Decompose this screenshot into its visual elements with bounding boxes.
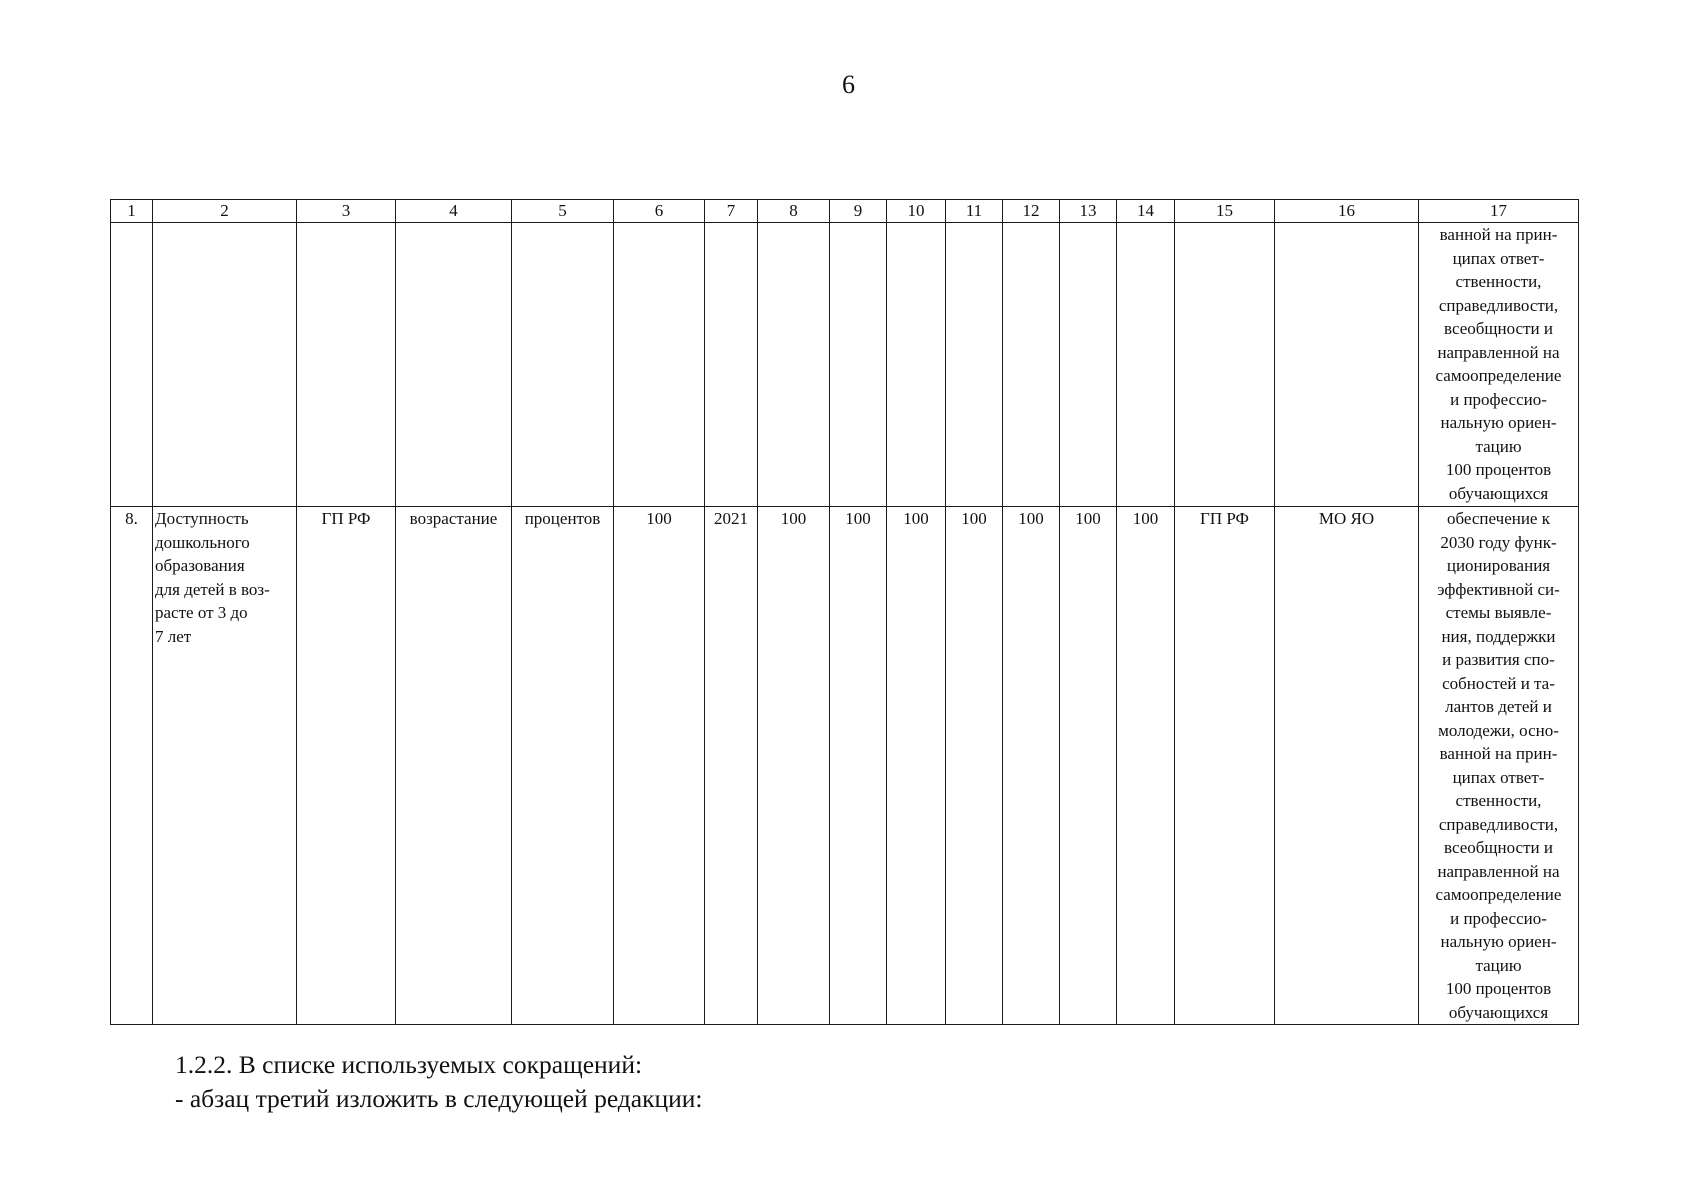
value-cell: 100 [946, 507, 1003, 1025]
value-cell: 100 [758, 507, 830, 1025]
table-cell [1060, 223, 1117, 507]
table-cell [153, 223, 297, 507]
table-cell [758, 223, 830, 507]
row-number-cell: 8. [111, 507, 153, 1025]
table-cell [1003, 223, 1060, 507]
value-cell: 100 [830, 507, 887, 1025]
header-cell: 16 [1275, 200, 1419, 223]
header-cell: 2 [153, 200, 297, 223]
table-cell [887, 223, 946, 507]
table-row-8 [111, 507, 1579, 1025]
header-cell: 14 [1117, 200, 1175, 223]
value-cell: 100 [1117, 507, 1175, 1025]
table-cell [614, 223, 705, 507]
value-cell: 100 [1060, 507, 1117, 1025]
indicator-name-cell: Доступность дошкольного образования для детей в воз- расте от 3 до 7 лет [153, 507, 297, 1025]
source-cell: ГП РФ [297, 507, 396, 1025]
table-cell [297, 223, 396, 507]
table-cell [830, 223, 887, 507]
header-cell: 5 [512, 200, 614, 223]
trend-cell: возрастание [396, 507, 512, 1025]
footer-text [175, 1048, 703, 1116]
page-number: 6 [842, 70, 855, 99]
table-cell [111, 223, 153, 507]
header-cell: 6 [614, 200, 705, 223]
responsible-cell: МО ЯО [1275, 507, 1419, 1025]
table-row-continued [111, 223, 1579, 507]
table-cell [946, 223, 1003, 507]
unit-cell: процентов [512, 507, 614, 1025]
header-cell: 12 [1003, 200, 1060, 223]
footer-line: 1.2.2. В списке используемых сокращений: [175, 1050, 643, 1079]
continued-goal-cell: ванной на прин- ципах ответ- ственности, справедливости, всеобщности и направленной на самоопределение и профессио- нальную ориен- тацию 100 процентов обучающихся [1419, 223, 1579, 507]
document-cell: ГП РФ [1175, 507, 1275, 1025]
table-cell [1117, 223, 1175, 507]
header-cell: 13 [1060, 200, 1117, 223]
header-cell: 4 [396, 200, 512, 223]
table-cell [1275, 223, 1419, 507]
table-cell [1175, 223, 1275, 507]
header-cell: 3 [297, 200, 396, 223]
table-cell [705, 223, 758, 507]
header-cell: 11 [946, 200, 1003, 223]
table-header-row [111, 200, 1579, 223]
indicators-table [110, 199, 1579, 1025]
header-cell: 9 [830, 200, 887, 223]
value-cell: 100 [1003, 507, 1060, 1025]
header-cell: 1 [111, 200, 153, 223]
base-value-cell: 100 [614, 507, 705, 1025]
header-cell: 15 [1175, 200, 1275, 223]
header-cell: 7 [705, 200, 758, 223]
base-year-cell: 2021 [705, 507, 758, 1025]
header-cell: 10 [887, 200, 946, 223]
table-cell [396, 223, 512, 507]
header-cell: 8 [758, 200, 830, 223]
footer-line: - абзац третий изложить в следующей редакции: [175, 1084, 703, 1113]
table-cell [512, 223, 614, 507]
header-cell: 17 [1419, 200, 1579, 223]
goal-cell: обеспечение к 2030 году функ- ционирования эффективной си- стемы выявле- ния, поддержки и развития спо- собностей и та- лантов детей и молодежи, осно- ванной на прин- ципах ответ- ственности, справедливости, всеобщности и направленной на самоопределение и профессио- нальную ориен- тацию 100 процентов обучающихся [1419, 507, 1579, 1025]
value-cell: 100 [887, 507, 946, 1025]
